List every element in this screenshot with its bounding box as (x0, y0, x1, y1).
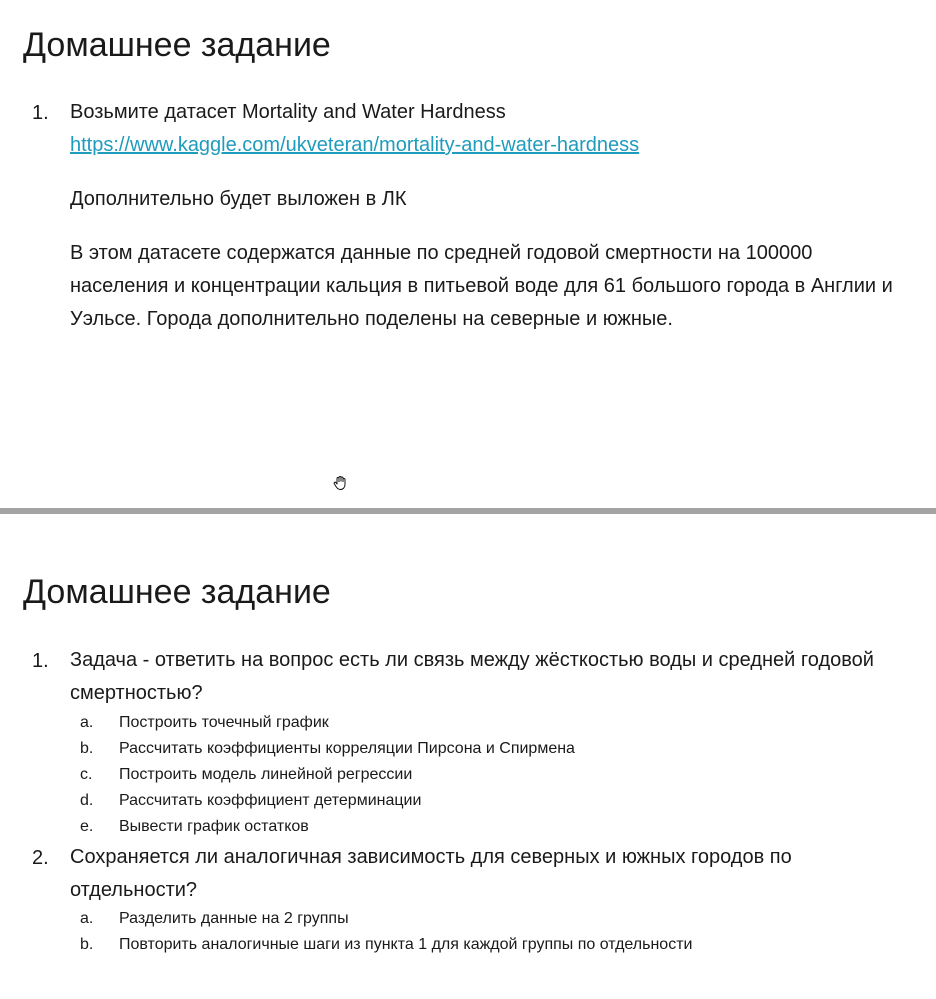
sub-item-letter: b. (80, 740, 94, 757)
sub-item (0, 814, 936, 840)
sub-item-text: Рассчитать коэффициенты корреляции Пирсона и Спирмена (119, 740, 575, 757)
sub-item-text: Построить точечный график (119, 714, 329, 731)
slide-2-title: Домашнее задание (23, 573, 331, 611)
slide-1-description: В этом датасете содержатся данные по средней годовой смертности на 100000 населения и концентрации кальция в питьевой воде для 61 большого города в Англии и Уэльсе. Города дополнительно поделены на северные и южные. (70, 242, 893, 330)
sub-item-letter: c. (80, 766, 93, 783)
sub-item (0, 788, 936, 814)
divider-bar (0, 508, 936, 514)
sub-item-text: Рассчитать коэффициент детерминации (119, 792, 422, 809)
sub-item-text: Построить модель линейной регрессии (119, 766, 413, 783)
slide-1-note: Дополнительно будет выложен в ЛК (70, 188, 407, 210)
sub-item-letter: d. (80, 792, 94, 809)
sub-item (0, 932, 936, 958)
slide-1-title: Домашнее задание (23, 26, 331, 64)
list-item-text (70, 96, 910, 162)
sub-item (0, 736, 936, 762)
kaggle-link[interactable]: https://www.kaggle.com/ukveteran/mortality-and-water-hardness (70, 134, 640, 156)
sub-item-text: Вывести график остатков (119, 818, 309, 835)
list-number: 1. (32, 102, 49, 124)
sub-item (0, 710, 936, 736)
slide-divider (0, 507, 936, 516)
list-number: 2. (32, 847, 49, 869)
list-item-text: Сохраняется ли аналогичная зависимость для северных и южных городов по отдельности? (70, 846, 792, 901)
list-item-text: Задача - ответить на вопрос есть ли связь между жёсткостью воды и средней годовой смертностью? (70, 649, 874, 704)
sub-item-letter: a. (80, 910, 94, 927)
sub-item-letter: a. (80, 714, 94, 731)
sub-item (0, 906, 936, 932)
sub-item-letter: b. (80, 936, 94, 953)
slide-2 (0, 516, 936, 999)
sub-item-text: Повторить аналогичные шаги из пункта 1 для каждой группы по отдельности (119, 936, 693, 953)
sub-item (0, 762, 936, 788)
sub-item-letter: e. (80, 818, 94, 835)
dataset-label: Возьмите датасет Mortality and Water Hardness (70, 101, 506, 123)
sub-item-text: Разделить данные на 2 группы (119, 910, 349, 927)
hand-grab-icon (332, 474, 350, 492)
list-number: 1. (32, 650, 49, 672)
